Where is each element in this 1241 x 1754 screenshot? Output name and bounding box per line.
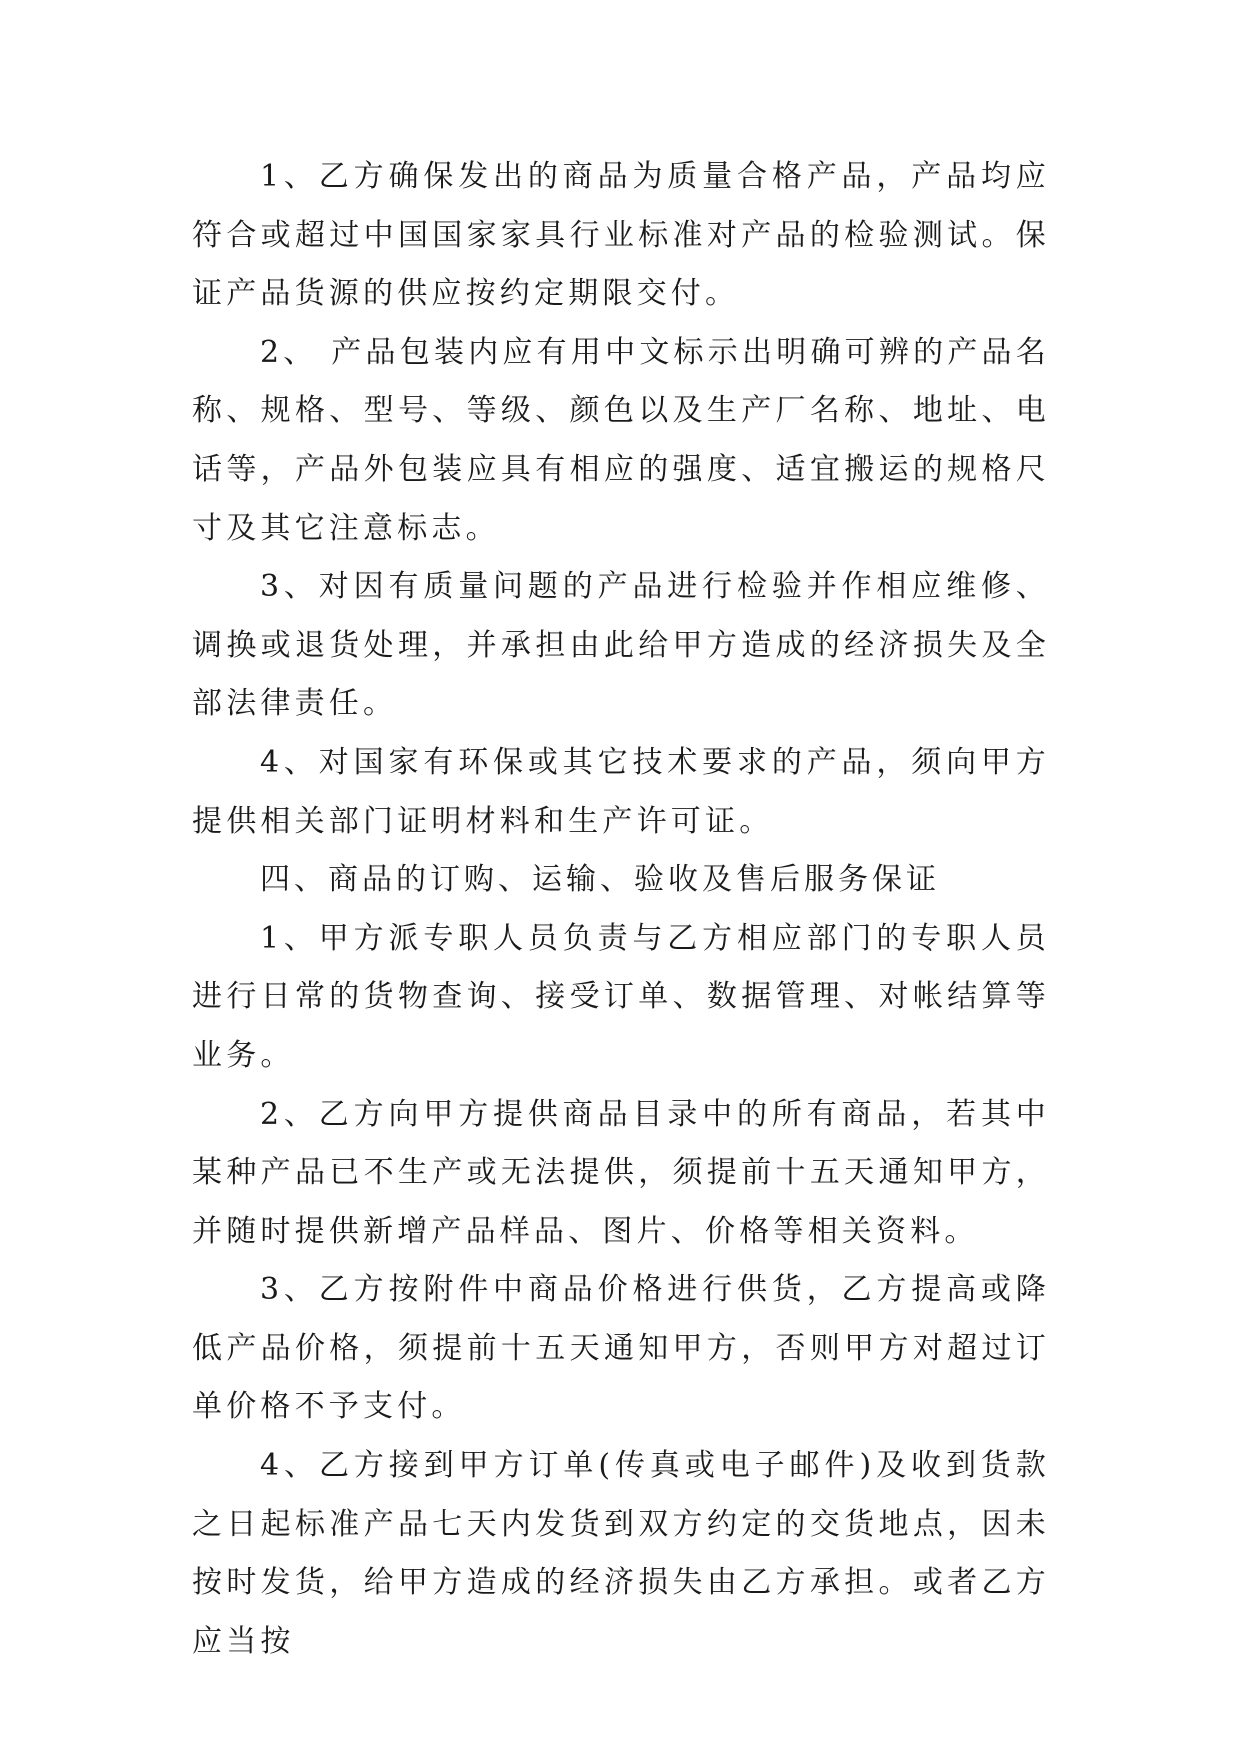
paragraph-product-catalog: 2、乙方向甲方提供商品目录中的所有商品，若其中某种产品已不生产或无法提供，须提前十五天通知甲方，并随时提供新增产品样品、图片、价格等相关资料。 xyxy=(192,1096,1050,1249)
paragraph-quality-assurance: 1、乙方确保发出的商品为质量合格产品，产品均应符合或超过中国国家家具行业标准对产品的检验测试。保证产品货源的供应按约定期限交付。 xyxy=(192,159,1050,312)
paragraph-delivery: 4、乙方接到甲方订单(传真或电子邮件)及收到货款之日起标准产品七天内发货到双方约定的交货地点，因未按时发货，给甲方造成的经济损失由乙方承担。或者乙方应当按 xyxy=(192,1448,1050,1659)
paragraph-environmental-requirements: 4、对国家有环保或其它技术要求的产品，须向甲方提供相关部门证明材料和生产许可证。 xyxy=(192,744,1050,839)
paragraph-defect-handling: 3、对因有质量问题的产品进行检验并作相应维修、调换或退货处理，并承担由此给甲方造成的经济损失及全部法律责任。 xyxy=(192,569,1050,722)
paragraph-dedicated-staff: 1、甲方派专职人员负责与乙方相应部门的专职人员进行日常的货物查询、接受订单、数据管理、对帐结算等业务。 xyxy=(192,920,1050,1073)
paragraph-pricing: 3、乙方按附件中商品价格进行供货，乙方提高或降低产品价格，须提前十五天通知甲方，否则甲方对超过订单价格不予支付。 xyxy=(192,1272,1050,1425)
section-heading-ordering: 四、商品的订购、运输、验收及售后服务保证 xyxy=(260,862,940,898)
paragraph-packaging: 2、 产品包装内应有用中文标示出明确可辨的产品名称、规格、型号、等级、颜色以及生产厂名称、地址、电话等，产品外包装应具有相应的强度、适宜搬运的规格尺寸及其它注意标志。 xyxy=(192,334,1050,546)
document-body xyxy=(192,148,1050,1671)
